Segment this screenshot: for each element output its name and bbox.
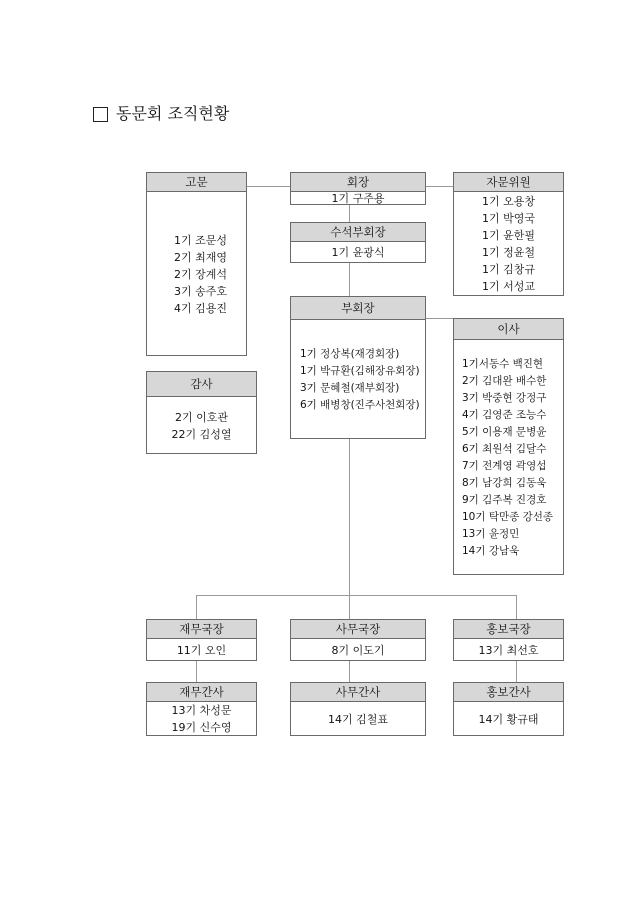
advisor-box	[146, 172, 247, 356]
finance-head-box	[146, 619, 257, 661]
box-header: 사무국장	[291, 620, 425, 639]
box-header: 감사	[147, 372, 256, 397]
member-line: 6기 최원석 김달수	[462, 442, 547, 455]
box-body	[454, 639, 563, 661]
box-header: 홍보국장	[454, 620, 563, 639]
member-line: 14기 김철표	[328, 712, 388, 726]
member-line: 1기 윤광식	[331, 246, 385, 259]
member-line: 1기서동수 백진현	[462, 357, 544, 370]
connector-line	[349, 660, 350, 682]
member-line: 6기 배병창(진주사천회장)	[300, 398, 420, 411]
box-body	[147, 702, 256, 736]
box-header: 홍보간사	[454, 683, 563, 702]
pr-head-box	[453, 619, 564, 661]
member-line: 1기 조문성	[174, 233, 227, 247]
member-line: 1기 서성교	[482, 280, 535, 293]
member-line: 8기 이도기	[331, 643, 385, 657]
member-line: 2기 최재영	[174, 250, 227, 264]
box-body	[454, 340, 563, 575]
pr-secretary-box	[453, 682, 564, 736]
box-header: 수석부회장	[291, 223, 425, 242]
connector-line	[196, 595, 197, 619]
box-body	[291, 639, 425, 661]
page-title	[93, 104, 229, 124]
vp-box	[290, 296, 426, 439]
member-line: 10기 탁만종 강선종	[462, 510, 554, 523]
member-line: 3기 문혜철(재부회장)	[300, 381, 400, 394]
office-secretary-box	[290, 682, 426, 736]
directors-box	[453, 318, 564, 575]
box-body	[454, 192, 563, 296]
member-line: 14기 강남욱	[462, 544, 520, 557]
member-line: 4기 김영준 조능수	[462, 408, 547, 421]
consultant-box	[453, 172, 564, 296]
box-header: 자문위원	[454, 173, 563, 192]
box-header: 고문	[147, 173, 246, 192]
connector-line	[426, 318, 453, 319]
page-title-text: 동문회 조직현황	[116, 104, 230, 123]
member-line: 13기 최선호	[478, 643, 539, 657]
auditor-box	[146, 371, 257, 454]
member-line: 19기 신수영	[171, 721, 232, 734]
member-line: 1기 정상복(재경회장)	[300, 347, 400, 360]
connector-line	[196, 595, 516, 596]
member-line: 1기 구주용	[331, 192, 385, 205]
member-line: 11기 오인	[176, 643, 227, 657]
member-line: 1기 김창규	[482, 263, 535, 276]
member-line: 22기 김성열	[171, 427, 232, 441]
member-line: 8기 남강희 김동욱	[462, 476, 547, 489]
member-line: 2기 장계석	[174, 267, 227, 281]
member-line: 1기 정윤철	[482, 246, 535, 259]
box-body	[147, 192, 246, 356]
connector-line	[349, 204, 350, 222]
box-header: 재무국장	[147, 620, 256, 639]
box-body	[291, 702, 425, 736]
member-line: 3기 박중현 강정구	[462, 391, 547, 404]
member-line: 5기 이용재 문병윤	[462, 425, 547, 438]
connector-line	[196, 660, 197, 682]
member-line: 7기 전계영 곽영섭	[462, 459, 547, 472]
member-line: 2기 이호관	[175, 410, 228, 424]
connector-line	[516, 660, 517, 682]
box-body	[291, 320, 425, 439]
member-line: 14기 황규태	[478, 712, 539, 726]
president-box	[290, 172, 426, 205]
member-line: 13기 윤정민	[462, 527, 520, 540]
member-line: 3기 송주호	[174, 284, 227, 298]
member-line: 1기 오용창	[482, 195, 535, 208]
connector-line	[349, 595, 350, 619]
connector-line	[349, 438, 350, 595]
box-header: 재무간사	[147, 683, 256, 702]
office-head-box	[290, 619, 426, 661]
box-header: 부회장	[291, 297, 425, 320]
connector-line	[349, 262, 350, 296]
member-line: 13기 차성문	[171, 704, 232, 717]
box-body	[291, 192, 425, 205]
connector-line	[516, 595, 517, 619]
member-line: 2기 김대완 배수한	[462, 374, 547, 387]
box-header: 이사	[454, 319, 563, 340]
box-header: 회장	[291, 173, 425, 192]
member-line: 1기 박영국	[482, 212, 535, 225]
member-line: 1기 윤한필	[482, 229, 535, 242]
member-line: 9기 김주복 진경호	[462, 493, 547, 506]
member-line: 1기 박규환(김해장유회장)	[300, 364, 420, 377]
member-line: 4기 김용진	[174, 301, 227, 315]
box-body	[147, 639, 256, 661]
box-header: 사무간사	[291, 683, 425, 702]
box-body	[454, 702, 563, 736]
box-body	[291, 242, 425, 263]
senior-vp-box	[290, 222, 426, 263]
checkbox-square-icon	[93, 107, 108, 122]
finance-secretary-box	[146, 682, 257, 736]
box-body	[147, 397, 256, 454]
